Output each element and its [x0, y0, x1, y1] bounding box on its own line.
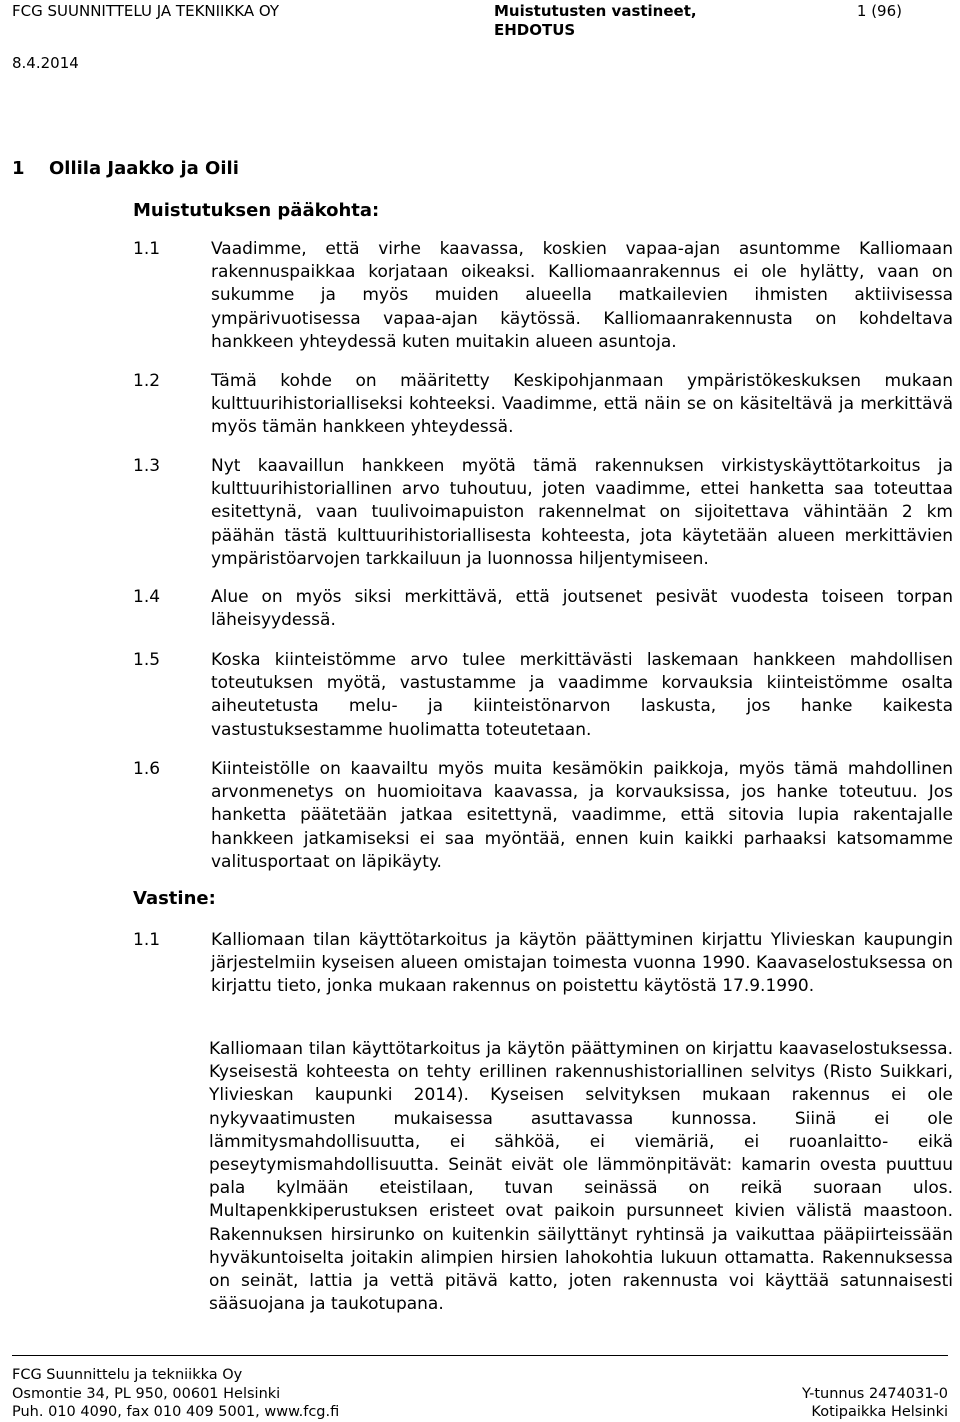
vastine-heading: Vastine:: [133, 888, 216, 909]
item-text: Vaadimme, että virhe kaavassa, koskien vapaa-ajan asuntomme Kalliomaan rakennuspaikkaa korjataan oikeaksi. Kalliomaanrakennus ei ole hylätty, vaan on sukumme ja myös muiden alueella matkailevien ihmisten aktiivisessa ympärivuotisessa vapaa-ajan käytössä. Kalliomaanrakennusta on kohdeltava hankkeen yhteydessä kuten muitakin alueen asuntoja.: [211, 239, 953, 352]
item-number: 1.1: [133, 930, 161, 950]
item-text: Alue on myös siksi merkittävä, että joutsenet pesivät vuodesta toiseen torpan läheisyydessä.: [211, 587, 953, 631]
footer-address: Osmontie 34, PL 950, 00601 Helsinki: [12, 1385, 281, 1402]
muistutus-item-1: [133, 238, 953, 354]
muistutus-item-3: [133, 455, 953, 571]
item-text: Tämä kohde on määritetty Keskipohjanmaan ympäristökeskuksen mukaan kulttuurihistorialliseksi kohteeksi. Vaadimme, että näin se on käsiteltävä ja merkittävä myös tämän hankkeen yhteydessä.: [211, 371, 953, 438]
page-header: [0, 0, 960, 70]
item-text: Kiinteistölle on kaavailtu myös muita kesämökin paikkoja, myös tämä mahdollinen arvonmenetys on huomioitava kaavassa, ja korvauksissa, jos hanke toteutuu. Jos hanketta päätetään jatkaa esitettynä, vaadimme, että sitovia lupia rakentajalle hankkeen jatkamiseksi ei saa myöntää, ennen kuin kaikki parhaaksi katsomamme valitusportaat on läpikäyty.: [211, 759, 953, 872]
header-date: 8.4.2014: [12, 54, 79, 72]
header-title-line2: EHDOTUS: [494, 21, 576, 39]
item-number: 1.1: [133, 239, 161, 259]
footer-company: FCG Suunnittelu ja tekniikka Oy: [12, 1367, 243, 1383]
page-footer: [12, 1366, 948, 1422]
footer-contact: Puh. 010 4090, fax 010 409 5001, www.fcg.fi: [12, 1404, 340, 1420]
muistutus-item-5: [133, 649, 953, 742]
header-document-title: [494, 2, 697, 40]
muistutus-item-6: [133, 758, 953, 874]
section-title: [12, 158, 239, 179]
vastine-paragraph: Kalliomaan tilan käyttötarkoitus ja käytön päättyminen on kirjattu kaavaselostuksessa. Kyseisestä kohteesta on tehty erillinen rakennushistoriallinen selvitys (Risto Suikkari, Ylivieskan kaupunki 2014). Kyseisen selvityksen mukaan rakennus ei ole nykyvaatimusten mukaisessa asuttavassa kunnossa. Siinä ei ole lämmitysmahdollisuutta, ei sähköä, ei viemäriä, ei ruoanlaitto- eikä peseytymismahdollisuutta. Seinät eivät ole lämmönpitävät: kamarin ovesta puuttuu pala kylmään eteistilaan, tuvan seinässä on reikä suoraan ulos. Multapenkkiperustuksen eristeet ovat paikoin pursunneet kivien välistä maastoon. Rakennuksen hirsirunko on kuitenkin säilyttänyt ryhtinsä ja vaikuttaa pääpiirteissään hyväkuntoiselta joitakin alimpien hirsien lahokohtia lukuun ottamatta. Rakennuksessa on seinät, lattia ja vettä pitävä katto, joten rakennusta voi käyttää satunnaisesti sääsuojana ja taukotupana.: [209, 1039, 953, 1315]
item-text: Koska kiinteistömme arvo tulee merkittävästi laskemaan hankkeen mahdollisen toteutuksen myötä, vastustamme ja vaadimme korvauksia kiinteistömme osalta aiheutetusta melu- ja kiinteistönarvon laskusta, jos hanke kaikesta vastustuksestamme huolimatta toteutetaan.: [211, 650, 953, 740]
item-number: 1.3: [133, 456, 161, 476]
header-company: FCG SUUNNITTELU JA TEKNIIKKA OY: [12, 2, 280, 20]
footer-domicile: Kotipaikka Helsinki: [811, 1404, 948, 1420]
item-text: Nyt kaavaillun hankkeen myötä tämä rakennuksen virkistyskäyttötarkoitus ja kulttuurihistoriallinen arvo tuhoutuu, joten vaadimme, ettei hanketta saa toteuttaa esitettynä, vaan tuulivoimapuiston rakennelmat on sijoitettava vähintään 2 km päähän tästä kulttuurihistoriallisesta kohteesta, jota käytetään alueen merkittävien ympäristöarvojen tarkkailuun ja luonnossa hiljentymiseen.: [211, 456, 953, 569]
muistutus-heading: Muistutuksen pääkohta:: [133, 200, 380, 221]
item-text: Kalliomaan tilan käyttötarkoitus ja käytön päättyminen kirjattu Ylivieskan kaupungin järjestelmiin kyseisen alueen omistajan toimesta vuonna 1990. Kaavaselostuksessa on kirjattu tieto, jonka mukaan rakennus on poistettu käytöstä 17.9.1990.: [211, 930, 953, 997]
section-number: 1: [12, 158, 25, 179]
item-number: 1.6: [133, 759, 161, 779]
header-page-number: 1 (96): [856, 2, 902, 20]
item-number: 1.4: [133, 587, 161, 607]
item-number: 1.2: [133, 371, 161, 391]
footer-business-id: Y-tunnus 2474031-0: [801, 1385, 948, 1402]
footer-divider: [12, 1355, 948, 1356]
item-number: 1.5: [133, 650, 161, 670]
section-name: Ollila Jaakko ja Oili: [49, 158, 239, 179]
header-title-line1: Muistutusten vastineet,: [494, 2, 697, 20]
muistutus-item-4: [133, 586, 953, 632]
vastine-item-1: [133, 929, 953, 999]
muistutus-item-2: [133, 370, 953, 440]
